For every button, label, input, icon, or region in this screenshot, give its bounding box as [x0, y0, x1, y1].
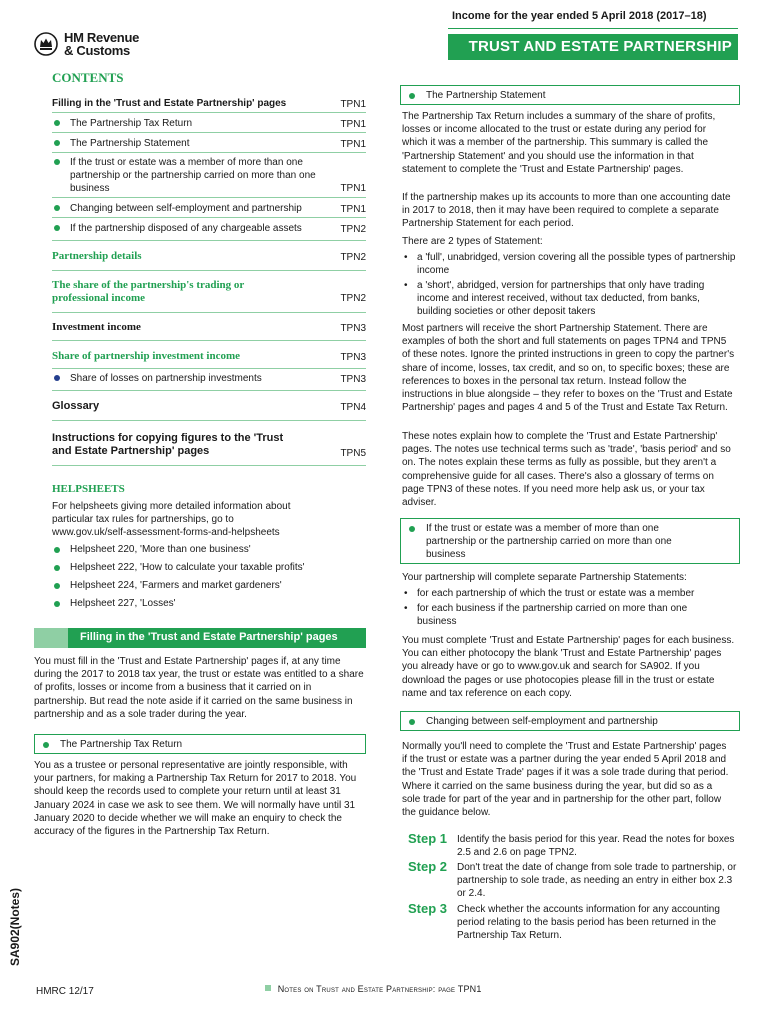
header-rule: [448, 28, 738, 29]
multi-paragraph-2: You must complete 'Trust and Estate Partnership' pages for each business. You can either photocopy the blank 'Trust and Estate Partnership' pages you already have or go to www.gov.uk and search for SA902. If you download the pages or use photocopies please fill in the trust or estate name and tax reference on each copy.: [402, 635, 735, 699]
bullet-icon: [54, 601, 60, 607]
banner-text: TRUST AND ESTATE PARTNERSHIP: [468, 38, 732, 55]
contents-row[interactable]: [52, 222, 366, 236]
list-item: • for each business if the partnership carried on more than one business: [402, 602, 717, 628]
filling-heading: Filling in the 'Trust and Estate Partnership' pages: [80, 631, 338, 643]
contents-row[interactable]: [52, 97, 366, 111]
step-text: Check whether the accounts information for any accounting period relating to the basis period has been returned in the Partnership Tax Return.: [457, 904, 720, 941]
divider: [52, 368, 366, 369]
contents-row[interactable]: [52, 432, 366, 460]
bullet-icon: [54, 225, 60, 231]
contents-code: TPN3: [340, 323, 366, 334]
contents-row[interactable]: [52, 202, 366, 216]
contents-label: Partnership details: [52, 250, 142, 262]
bullet-icon: [54, 140, 60, 146]
square-icon: [265, 985, 271, 991]
contents-label: If the trust or estate was a member of more than one partnership or the partnership carried on more than one business: [70, 157, 316, 194]
title-banner: [448, 34, 738, 60]
bullet-icon: [43, 742, 49, 748]
contents-label: Share of partnership investment income: [52, 350, 241, 362]
contents-label: Glossary: [52, 400, 100, 412]
divider: [52, 270, 366, 271]
divider: [52, 312, 366, 313]
contents-code: TPN1: [340, 204, 366, 215]
ps-paragraph-1: The Partnership Tax Return includes a summary of the share of profits, losses or income allocated to the trust or estate during any period for which it was a member of the partnership. This summary is called the 'Partnership Statement' and you should use the information in that statement to complete the 'Trust and Estate Partnership' pages.: [402, 111, 716, 175]
ptr-box-title: The Partnership Tax Return: [60, 739, 183, 750]
contents-code: TPN2: [340, 224, 366, 235]
year-line: Income for the year ended 5 April 2018 (2017–18): [452, 10, 707, 22]
helpsheets-title: HELPSHEETS: [52, 483, 125, 495]
divider: [52, 197, 366, 198]
contents-row[interactable]: [52, 250, 366, 264]
contents-label: The share of the partnership's trading or professional income: [52, 279, 245, 304]
step-label: Step 1: [408, 831, 448, 846]
contents-label: Changing between self-employment and partnership: [70, 203, 302, 214]
contents-code: TPN1: [340, 139, 366, 150]
logo-line-2: & Customs: [64, 43, 130, 58]
filling-heading-bar: [34, 628, 366, 648]
contents-row[interactable]: [52, 156, 366, 195]
divider: [52, 112, 366, 113]
list-item: • for each partnership of which the trust or estate was a member: [402, 587, 736, 600]
helpsheet-item[interactable]: [52, 580, 366, 598]
contents-label: If the partnership disposed of any chargeable assets: [70, 223, 302, 234]
multi-list: [402, 587, 736, 628]
divider: [52, 132, 366, 133]
change-paragraph: Normally you'll need to complete the 'Trust and Estate Partnership' pages if the trust or estate was a partner during the year ended 5 April 2018 and the 'Trust and Estate Trade' pages if it was a sole trade during that period. Where it carried on the same business during the year, but did so as a sole trade for part of the year and in partnership for the other part, follow the guidance below.: [402, 741, 729, 819]
contents-row[interactable]: [52, 372, 366, 386]
contents-row[interactable]: [52, 137, 366, 151]
multi-box-title: If the trust or estate was a member of more than one partnership or the partnership carried on more than one business: [426, 523, 672, 560]
footer-code: HMRC 12/17: [36, 986, 94, 997]
contents-label: Filling in the 'Trust and Estate Partnership' pages: [52, 98, 287, 109]
contents-code: TPN3: [340, 352, 366, 363]
bar-left-tab: [34, 628, 68, 648]
divider: [52, 465, 366, 466]
contents-code: TPN4: [340, 402, 366, 413]
ptr-paragraph: You as a trustee or personal representative are jointly responsible, with your partners, for making a Partnership Tax Return for 2017 to 2018. You should keep the records used to complete your return until at least 31 January 2024 in case we ask to see them. We will normally have until 31 January 2020 to decide whether we will make an enquiry to check the accuracy of the figures in the Partnership Tax Return.: [34, 760, 357, 838]
contents-code: TPN2: [340, 252, 366, 263]
contents-label: The Partnership Tax Return: [70, 118, 193, 129]
change-box: [400, 711, 740, 731]
ps-paragraph-2: If the partnership makes up its accounts to more than one accounting date in 2017 to 2018, then it may have been required to complete a separate Partnership Statement for each period.: [402, 192, 731, 230]
ps-box: [400, 85, 740, 105]
footer-page-text: Notes on Trust and Estate Partnership: page TPN1: [277, 984, 482, 994]
bullet-icon: [54, 205, 60, 211]
bullet-icon: [54, 583, 60, 589]
step-text: Don't treat the date of change from sole trade to partnership, or partnership to sole trade, as needing an entry in either box 2.3 or 2.4.: [457, 862, 737, 899]
ptr-box: [34, 734, 366, 754]
contents-label: Investment income: [52, 321, 141, 333]
ps-paragraph-5: These notes explain how to complete the 'Trust and Estate Partnership' pages. The notes use technical terms such as 'trade', 'basis period' and so on. The notes explain these terms as fully as possible, but they aren't a comprehensive guide for all cases. There's also a glossary of terms on page TPN3 of these notes. If you need more help ask us, or your tax adviser.: [402, 431, 731, 509]
step-label: Step 3: [408, 901, 448, 916]
bullet-icon: [54, 565, 60, 571]
multi-paragraph-1: Your partnership will complete separate Partnership Statements:: [402, 572, 687, 583]
multi-box: [400, 518, 740, 564]
divider: [52, 340, 366, 341]
contents-code: TPN3: [340, 374, 366, 385]
ps-type-list: [402, 251, 736, 318]
divider: [52, 390, 366, 391]
divider: [52, 217, 366, 218]
step-1: [408, 833, 736, 861]
bullet-icon: [54, 547, 60, 553]
contents-label: The Partnership Statement: [70, 138, 190, 149]
logo-line-1: HM Revenue: [64, 30, 140, 45]
divider: [52, 152, 366, 153]
ps-paragraph-3: There are 2 types of Statement:: [402, 236, 543, 247]
helpsheet-item[interactable]: [52, 544, 366, 562]
bullet-icon: [54, 159, 60, 165]
divider: [52, 420, 366, 421]
side-label: SA902(Notes): [8, 887, 22, 967]
list-item: • a 'full', unabridged, version covering all the possible types of partnership income: [402, 251, 736, 277]
contents-code: TPN5: [340, 448, 366, 459]
contents-label: Share of losses on partnership investments: [70, 373, 262, 384]
step-2: [408, 861, 736, 901]
step-text: Identify the basis period for this year. Read the notes for boxes 2.5 and 2.6 on page TPN2.: [457, 834, 735, 858]
helpsheet-list: [52, 544, 366, 616]
contents-row[interactable]: [52, 279, 366, 305]
crown-icon: [34, 32, 58, 56]
bullet-icon: [409, 526, 415, 532]
ps-paragraph-4: Most partners will receive the short Partnership Statement. There are examples of both the short and full statements on pages TPN4 and TPN5 of these notes. Ignore the printed instructions in green to copy the partner's share of income, losses, tax credit, and so on, to specific boxes; these are references to boxes in the personal tax return. Instead follow the instructions in blue alongside – they refer to boxes on the 'Trust and Estate Partnership' pages and pages 4 and 5 of the Trust and Estate Tax Return.: [402, 323, 735, 414]
change-box-title: Changing between self-employment and partnership: [426, 716, 658, 727]
bullet-icon: [54, 375, 60, 381]
contents-title: CONTENTS: [52, 70, 124, 85]
footer-page: [265, 984, 482, 994]
contents-code: TPN2: [340, 293, 366, 304]
bullet-icon: [409, 93, 415, 99]
hmrc-logo: [34, 30, 164, 60]
helpsheet-item[interactable]: [52, 562, 366, 580]
ps-box-title: The Partnership Statement: [426, 90, 546, 101]
step-label: Step 2: [408, 859, 448, 874]
bullet-icon: [409, 719, 415, 725]
helpsheet-label: Helpsheet 227, 'Losses': [70, 598, 176, 609]
helpsheet-label: Helpsheet 220, 'More than one business': [70, 544, 251, 555]
helpsheet-label: Helpsheet 222, 'How to calculate your taxable profits': [70, 562, 305, 573]
divider: [52, 240, 366, 241]
contents-row[interactable]: [52, 321, 366, 335]
contents-code: TPN1: [340, 183, 366, 194]
helpsheets-intro: For helpsheets giving more detailed information about particular tax rules for partnerships, go to www.gov.uk/self-assessment-forms-and-helpsheets: [52, 501, 291, 539]
contents-label: Instructions for copying figures to the 'Trust and Estate Partnership' pages: [52, 432, 284, 457]
filling-paragraph: You must fill in the 'Trust and Estate Partnership' pages if, at any time during the 2017 to 2018 tax year, the trust or estate was entitled to a share of profits, losses or income from a business that it carried on in partnership. But read the note aside if it carried on the same business in partnership and as a sole trader during the year.: [34, 656, 364, 720]
contents-code: TPN1: [340, 119, 366, 130]
bullet-icon: [54, 120, 60, 126]
contents-row[interactable]: [52, 350, 366, 364]
helpsheet-label: Helpsheet 224, 'Farmers and market gardeners': [70, 580, 282, 591]
contents-code: TPN1: [340, 99, 366, 110]
step-3: [408, 903, 736, 943]
contents-row[interactable]: [52, 400, 366, 414]
helpsheet-item[interactable]: [52, 598, 366, 616]
contents-row[interactable]: [52, 117, 366, 131]
list-item: • a 'short', abridged, version for partnerships that only have trading income and interest received, without tax deducted, from banks, building societies or other deposit takers: [402, 279, 736, 318]
